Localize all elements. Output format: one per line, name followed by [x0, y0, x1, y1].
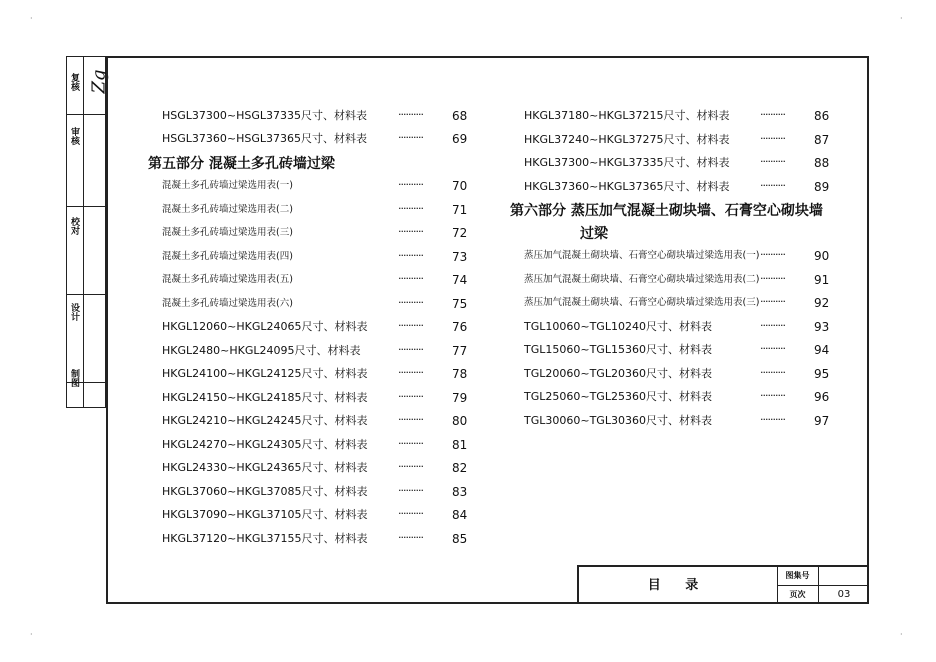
entry-page: 76 [452, 320, 468, 334]
entry-title: HKGL37240~HKGL37275尺寸、材料表 [524, 132, 730, 146]
entry-page: 74 [452, 273, 468, 287]
corner-mark: · [900, 630, 903, 639]
entry-leader: ·········· [760, 389, 785, 402]
entry-page: 77 [452, 343, 468, 358]
title-block [577, 565, 869, 604]
approval-strip [66, 56, 110, 408]
entry-leader: ·········· [398, 366, 423, 379]
entry-page: 82 [452, 461, 468, 475]
toc-entry [162, 247, 472, 267]
toc-entry [162, 200, 472, 220]
entry-page: 96 [814, 390, 830, 404]
entry-title: HKGL2480~HKGL24095尺寸、材料表 [162, 343, 361, 357]
entry-title: HSGL37300~HSGL37335尺寸、材料表 [162, 109, 368, 122]
entry-page: 84 [452, 508, 468, 522]
entry-title: TGL10060~TGL10240尺寸、材料表 [524, 319, 712, 333]
entry-leader: ·········· [398, 436, 423, 450]
entry-title: HKGL37180~HKGL37215尺寸、材料表 [524, 109, 730, 122]
entry-title: 混凝土多孔砖墙过梁选用表(五) [162, 274, 293, 285]
entry-page: 93 [814, 319, 830, 334]
entry-title: 混凝土多孔砖墙过梁选用表(二) [162, 203, 293, 215]
toc-entry [162, 106, 472, 126]
entry-page: 88 [814, 156, 830, 170]
entry-page: 79 [452, 390, 468, 405]
entry-leader: ·········· [760, 412, 785, 426]
entry-leader: ·········· [398, 507, 423, 520]
entry-title: HKGL37120~HKGL37155尺寸、材料表 [162, 531, 368, 545]
entry-leader: ·········· [398, 460, 423, 473]
entry-page: 92 [814, 296, 830, 310]
entry-leader: ·········· [398, 108, 423, 121]
toc-entry [524, 340, 834, 360]
entry-leader: ·········· [398, 530, 423, 544]
entry-page: 75 [452, 296, 468, 311]
toc-entry [524, 177, 834, 197]
entry-leader: ·········· [398, 178, 423, 191]
entry-page: 73 [452, 249, 468, 264]
toc-entry [524, 293, 834, 313]
entry-page: 87 [814, 132, 830, 147]
entry-title: TGL15060~TGL15360尺寸、材料表 [524, 343, 712, 356]
entry-leader: ·········· [398, 319, 423, 332]
toc-entry [162, 388, 472, 408]
entry-title: 混凝土多孔砖墙过梁选用表(六) [162, 297, 293, 309]
entry-title: 蒸压加气混凝土砌块墙、石膏空心砌块墙过梁选用表(三) [524, 297, 760, 308]
entry-page: 97 [814, 413, 830, 428]
entry-title: HSGL37360~HSGL37365尺寸、材料表 [162, 132, 368, 145]
corner-mark: · [30, 14, 33, 23]
corner-mark: · [900, 14, 903, 23]
entry-title: TGL30060~TGL30360尺寸、材料表 [524, 413, 712, 427]
entry-leader: ·········· [398, 248, 423, 262]
approval-label: 复核 [70, 74, 80, 93]
entry-page: 70 [452, 179, 468, 193]
entry-title: HKGL24100~HKGL24125尺寸、材料表 [162, 367, 368, 380]
entry-leader: ·········· [760, 365, 785, 379]
toc-entry [524, 387, 834, 407]
entry-title: 蒸压加气混凝土砌块墙、石膏空心砌块墙过梁选用表(一) [524, 250, 760, 261]
approval-label: 设计 [70, 304, 80, 323]
entry-page: 81 [452, 437, 468, 452]
entry-title: HKGL37360~HKGL37365尺寸、材料表 [524, 179, 730, 193]
toc-entry [162, 176, 472, 196]
entry-title: HKGL12060~HKGL24065尺寸、材料表 [162, 320, 368, 333]
toc-entry [162, 317, 472, 337]
entry-title: HKGL24150~HKGL24185尺寸、材料表 [162, 390, 368, 404]
entry-title: HKGL24270~HKGL24305尺寸、材料表 [162, 437, 368, 451]
entry-page: 83 [452, 484, 468, 499]
toc-entry [162, 435, 472, 455]
entry-page: 89 [814, 179, 830, 194]
toc-entry [524, 411, 834, 431]
section-title: 第六部分 蒸压加气混凝土砌块墙、石膏空心砌块墙 [510, 203, 823, 219]
entry-leader: ·········· [760, 108, 785, 121]
approval-label: 校对 [70, 218, 80, 237]
entry-leader: ·········· [398, 295, 423, 309]
approval-label: 制图 [70, 370, 80, 389]
entry-title: HKGL24210~HKGL24245尺寸、材料表 [162, 414, 368, 427]
toc-entry [162, 129, 472, 149]
approval-cell-drawing [67, 370, 105, 407]
toc-entry [162, 294, 472, 314]
entry-page: 94 [814, 343, 830, 357]
toc-entry [162, 458, 472, 478]
toc-entry [524, 270, 834, 290]
toc-entry [162, 411, 472, 431]
toc-entry [162, 482, 472, 502]
entry-leader: ·········· [398, 225, 423, 238]
page-label: 页次 [777, 586, 819, 604]
entry-leader: ·········· [398, 483, 423, 497]
toc-entry [524, 130, 834, 150]
entry-leader: ·········· [760, 178, 785, 192]
entry-leader: ·········· [398, 413, 423, 426]
entry-page: 80 [452, 414, 468, 428]
entry-title: TGL25060~TGL25360尺寸、材料表 [524, 390, 712, 403]
entry-title: 蒸压加气混凝土砌块墙、石膏空心砌块墙过梁选用表(二) [524, 273, 760, 285]
entry-page: 90 [814, 249, 830, 263]
entry-title: 混凝土多孔砖墙过梁选用表(四) [162, 250, 293, 262]
entry-leader: ·········· [760, 295, 785, 308]
entry-title: HKGL37090~HKGL37105尺寸、材料表 [162, 508, 368, 521]
section-title-cont: 过梁 [580, 226, 608, 242]
entry-page: 95 [814, 366, 830, 381]
entry-title: 混凝土多孔砖墙过梁选用表(一) [162, 180, 293, 191]
approval-cell-audit [67, 115, 105, 207]
entry-page: 71 [452, 202, 468, 217]
entry-leader: ·········· [398, 131, 423, 144]
entry-page: 69 [452, 132, 468, 146]
entry-leader: ·········· [760, 271, 785, 285]
signature: Zg [88, 69, 110, 94]
approval-label: 审核 [70, 128, 80, 147]
approval-cell-proofread [67, 207, 105, 295]
toc-entry [524, 317, 834, 337]
entry-leader: ·········· [760, 131, 785, 145]
entry-title: 混凝土多孔砖墙过梁选用表(三) [162, 227, 293, 238]
entry-title: HKGL24330~HKGL24365尺寸、材料表 [162, 461, 368, 474]
entry-leader: ·········· [398, 342, 423, 356]
entry-leader: ·········· [760, 342, 785, 355]
entry-leader: ·········· [398, 272, 423, 285]
entry-page: 68 [452, 109, 468, 123]
entry-page: 85 [452, 531, 468, 546]
entry-title: TGL20060~TGL20360尺寸、材料表 [524, 366, 712, 380]
approval-cell-review [67, 57, 110, 115]
entry-leader: ·········· [760, 318, 785, 332]
entry-page: 86 [814, 109, 830, 123]
toc-entry [162, 364, 472, 384]
toc-entry [162, 529, 472, 549]
section-title: 第五部分 混凝土多孔砖墙过梁 [148, 156, 335, 172]
drawing-title: 目 录 [579, 567, 778, 604]
entry-title: HKGL37300~HKGL37335尺寸、材料表 [524, 156, 730, 169]
toc-entry [162, 505, 472, 525]
entry-leader: ·········· [398, 389, 423, 403]
toc-entry [162, 341, 472, 361]
entry-leader: ·········· [760, 155, 785, 168]
page-value: 03 [837, 589, 851, 600]
corner-mark: · [30, 630, 33, 639]
entry-leader: ·········· [398, 201, 423, 215]
atlas-label: 图集号 [777, 567, 819, 585]
toc-entry [524, 106, 834, 126]
entry-page: 91 [814, 272, 830, 287]
entry-title: HKGL37060~HKGL37085尺寸、材料表 [162, 484, 368, 498]
toc-entry [162, 223, 472, 243]
entry-leader: ·········· [760, 248, 785, 261]
atlas-value [819, 567, 869, 585]
entry-page: 72 [452, 226, 468, 240]
toc-entry [162, 270, 472, 290]
entry-page: 78 [452, 367, 468, 381]
toc-entry [524, 153, 834, 173]
toc-entry [524, 246, 834, 266]
toc-entry [524, 364, 834, 384]
